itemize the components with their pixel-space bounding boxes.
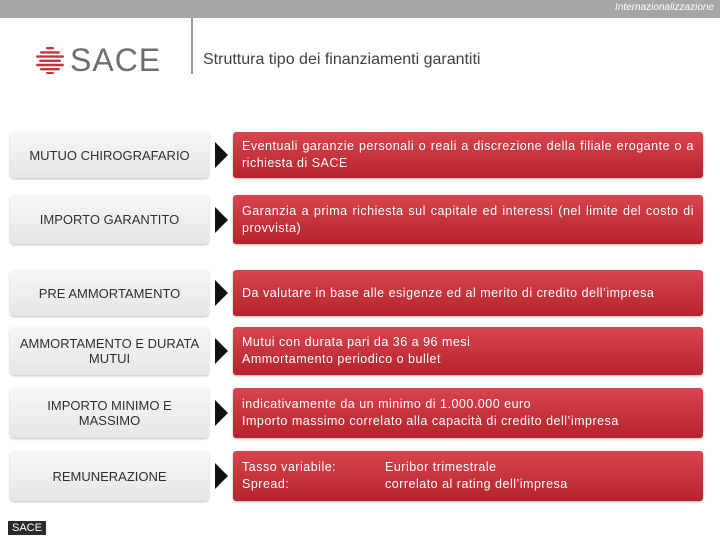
row-label: REMUNERAZIONE xyxy=(10,451,209,501)
row-label: AMMORTAMENTO E DURATA MUTUI xyxy=(10,327,209,375)
content-line: indicativamente da un minimo di 1.000.000 euro xyxy=(242,397,532,411)
content-line: Eventuali garanzie personali o reali a discrezione della filiale erogante o a richiesta di SACE xyxy=(242,139,694,170)
row-label: PRE AMMORTAMENTO xyxy=(10,270,209,316)
arrow-right-icon xyxy=(215,142,228,168)
page-title: Struttura tipo dei finanziamenti garantiti xyxy=(203,51,481,68)
row-importo-minimo-massimo xyxy=(10,388,703,438)
remuneration-pair xyxy=(242,459,694,476)
row-content xyxy=(233,270,703,316)
logo-text: SACE xyxy=(70,42,162,78)
arrow-right-icon xyxy=(215,400,228,426)
content-line: Importo massimo correlato alla capacità di credito dell’impresa xyxy=(242,414,619,428)
sace-logo-mark-icon xyxy=(36,46,64,74)
row-label: IMPORTO GARANTITO xyxy=(10,195,209,244)
row-content xyxy=(233,451,703,501)
row-ammortamento-durata xyxy=(10,327,703,375)
arrow-right-icon xyxy=(215,207,228,233)
pair-value: correlato al rating dell’impresa xyxy=(385,477,568,491)
row-label: MUTUO CHIROGRAFARIO xyxy=(10,132,209,178)
content-line: Ammortamento periodico o bullet xyxy=(242,352,441,366)
row-content xyxy=(233,195,703,244)
pair-key: Tasso variabile: xyxy=(242,460,337,474)
header-divider xyxy=(191,18,193,74)
pair-key: Spread: xyxy=(242,477,290,491)
row-importo-garantito xyxy=(10,195,703,244)
content-line: Mutui con durata pari da 36 a 96 mesi xyxy=(242,335,471,349)
row-label: IMPORTO MINIMO E MASSIMO xyxy=(10,388,209,438)
top-bar xyxy=(0,0,720,18)
footer-label: SACE xyxy=(8,521,46,535)
arrow-right-icon xyxy=(215,338,228,364)
row-content xyxy=(233,388,703,438)
content-line: Da valutare in base alle esigenze ed al merito di credito dell’impresa xyxy=(242,285,655,300)
content-line: Garanzia a prima richiesta sul capitale ed interessi (nel limite del costo di provvista) xyxy=(242,203,694,235)
arrow-right-icon xyxy=(215,463,228,489)
row-content xyxy=(233,132,703,178)
row-content xyxy=(233,327,703,375)
pair-value: Euribor trimestrale xyxy=(385,460,497,474)
row-mutuo-chirografario xyxy=(10,132,703,178)
arrow-right-icon xyxy=(215,280,228,306)
row-pre-ammortamento xyxy=(10,270,703,316)
sace-logo xyxy=(36,44,166,78)
row-remunerazione xyxy=(10,451,703,501)
remuneration-pair xyxy=(242,476,694,493)
section-label: Internazionalizzazione xyxy=(615,2,714,13)
